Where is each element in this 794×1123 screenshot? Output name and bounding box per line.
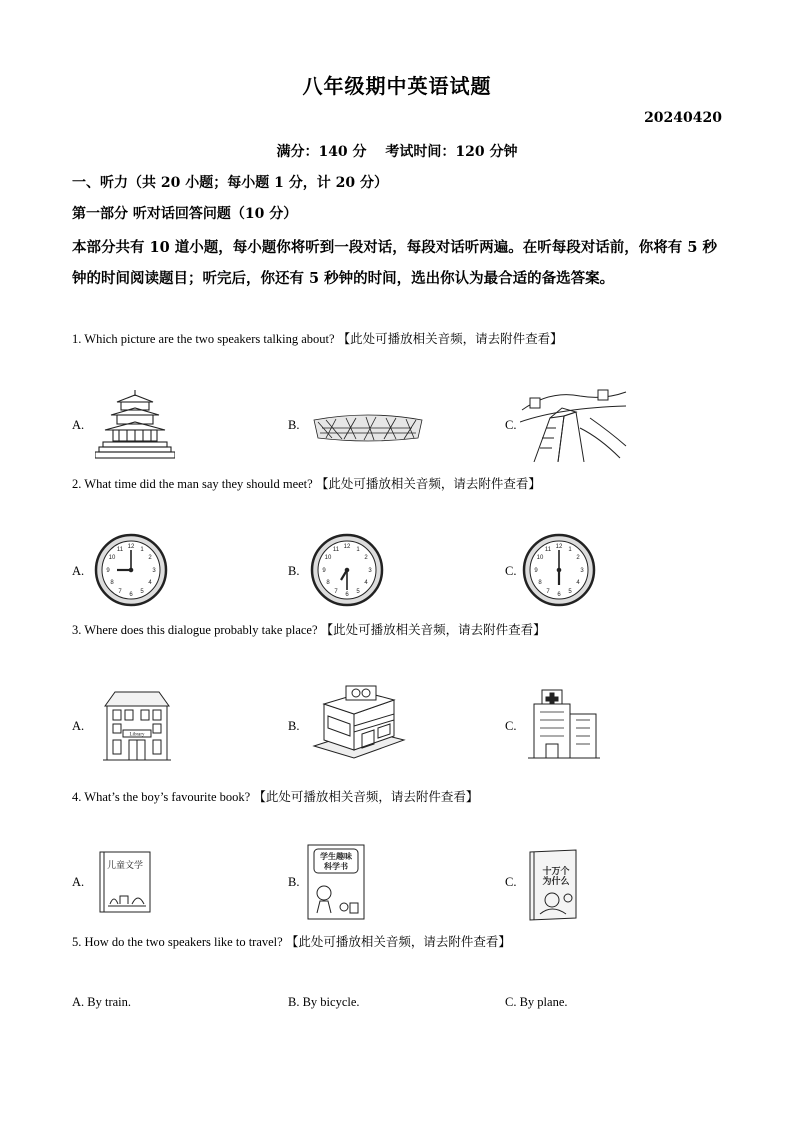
book-icon bbox=[306, 843, 366, 921]
svg-text:11: 11 bbox=[544, 547, 552, 553]
svg-text:1: 1 bbox=[140, 547, 144, 553]
score-time-line: 满分：140 分 考试时间：120 分钟 bbox=[276, 144, 518, 160]
audio-tag: 【此处可播放相关音频，请去附件查看】 bbox=[285, 934, 511, 949]
audio-tag: 【此处可播放相关音频，请去附件查看】 bbox=[315, 476, 541, 491]
option-a: A. By train. bbox=[72, 995, 132, 1009]
book-title-line1: 十万个 bbox=[542, 867, 570, 877]
svg-text:9: 9 bbox=[322, 568, 326, 574]
svg-text:12: 12 bbox=[343, 544, 351, 550]
book-title-line2: 科学书 bbox=[324, 862, 348, 871]
svg-text:4: 4 bbox=[148, 580, 152, 586]
svg-text:7: 7 bbox=[334, 589, 338, 595]
question-text: 1. Which picture are the two speakers talking about? bbox=[72, 332, 335, 346]
question-text: 3. Where does this dialogue probably take place? bbox=[72, 623, 318, 637]
instructions: 本部分共有 10 道小题，每小题你将听到一段对话，每段对话听两遍。在听每段对话前，你将有 5 秒钟的时间阅读题目；听完后，你还有 5 秒钟的时间，选出你认为最合适的备选答案。 bbox=[72, 239, 717, 287]
svg-text:9: 9 bbox=[534, 568, 538, 574]
svg-text:4: 4 bbox=[364, 580, 368, 586]
option-c: C. By plane. bbox=[505, 995, 568, 1009]
option-label: A. bbox=[72, 719, 85, 733]
svg-text:8: 8 bbox=[326, 580, 330, 586]
svg-text:3: 3 bbox=[368, 568, 372, 574]
svg-text:6: 6 bbox=[129, 592, 133, 598]
clock-icon bbox=[94, 533, 168, 607]
question-text: 4. What’s the boy’s favourite book? bbox=[72, 790, 251, 804]
hospital-building-icon bbox=[528, 688, 600, 760]
book-title: 儿童文学 bbox=[106, 861, 144, 871]
book-icon bbox=[98, 850, 154, 916]
part-heading: 第一部分 听对话回答问题（10 分） bbox=[72, 206, 298, 222]
svg-text:10: 10 bbox=[536, 555, 544, 561]
page-title: 八年级期中英语试题 bbox=[302, 74, 492, 98]
shop-building-icon bbox=[310, 684, 406, 760]
question-1 bbox=[72, 329, 563, 347]
svg-text:6: 6 bbox=[557, 592, 561, 598]
svg-text:7: 7 bbox=[546, 589, 550, 595]
book-icon bbox=[524, 848, 582, 922]
question-3 bbox=[72, 620, 546, 638]
svg-text:4: 4 bbox=[576, 580, 580, 586]
option-label: C. bbox=[505, 564, 517, 578]
birds-nest-stadium-icon bbox=[312, 412, 424, 442]
option-b: B. By bicycle. bbox=[288, 995, 360, 1009]
temple-of-heaven-icon bbox=[95, 388, 175, 460]
audio-tag: 【此处可播放相关音频，请去附件查看】 bbox=[320, 622, 546, 637]
svg-text:5: 5 bbox=[356, 589, 360, 595]
option-label: C. bbox=[505, 875, 517, 889]
svg-text:11: 11 bbox=[116, 547, 124, 553]
option-label: B. bbox=[288, 564, 300, 578]
library-sign: Library bbox=[129, 732, 145, 738]
svg-text:2: 2 bbox=[576, 555, 580, 561]
clock-icon bbox=[522, 533, 596, 607]
exam-date-code: 20240420 bbox=[644, 110, 722, 126]
question-text: 2. What time did the man say they should meet? bbox=[72, 477, 313, 491]
question-5 bbox=[72, 932, 511, 950]
svg-text:6: 6 bbox=[345, 592, 349, 598]
svg-text:2: 2 bbox=[148, 555, 152, 561]
option-label: C. bbox=[505, 418, 517, 432]
great-wall-icon bbox=[520, 388, 628, 462]
option-label: B. bbox=[288, 719, 300, 733]
svg-text:10: 10 bbox=[324, 555, 332, 561]
svg-text:5: 5 bbox=[140, 589, 144, 595]
svg-text:12: 12 bbox=[127, 544, 135, 550]
book-title-line1: 学生趣味 bbox=[320, 852, 352, 861]
svg-text:11: 11 bbox=[332, 547, 340, 553]
option-label: C. bbox=[505, 719, 517, 733]
question-text: 5. How do the two speakers like to travel? bbox=[72, 935, 283, 949]
clock-icon bbox=[310, 533, 384, 607]
svg-text:10: 10 bbox=[108, 555, 116, 561]
svg-text:1: 1 bbox=[356, 547, 360, 553]
option-label: A. bbox=[72, 564, 85, 578]
svg-text:2: 2 bbox=[364, 555, 368, 561]
svg-text:8: 8 bbox=[110, 580, 114, 586]
question-2 bbox=[72, 474, 541, 492]
svg-text:3: 3 bbox=[152, 568, 156, 574]
option-label: B. bbox=[288, 418, 300, 432]
svg-text:5: 5 bbox=[568, 589, 572, 595]
option-label: A. bbox=[72, 418, 85, 432]
option-label: B. bbox=[288, 875, 300, 889]
svg-text:9: 9 bbox=[106, 568, 110, 574]
question-4 bbox=[72, 787, 478, 805]
library-building-icon bbox=[103, 690, 171, 762]
option-label: A. bbox=[72, 875, 85, 889]
svg-text:1: 1 bbox=[568, 547, 572, 553]
svg-text:3: 3 bbox=[580, 568, 584, 574]
svg-text:12: 12 bbox=[555, 544, 563, 550]
svg-text:7: 7 bbox=[118, 589, 122, 595]
book-title-line2: 为什么 bbox=[542, 877, 570, 887]
audio-tag: 【此处可播放相关音频，请去附件查看】 bbox=[253, 789, 479, 804]
audio-tag: 【此处可播放相关音频，请去附件查看】 bbox=[337, 331, 563, 346]
section-heading-listening: 一、听力（共 20 小题；每小题 1 分，计 20 分） bbox=[72, 175, 388, 191]
svg-text:8: 8 bbox=[538, 580, 542, 586]
